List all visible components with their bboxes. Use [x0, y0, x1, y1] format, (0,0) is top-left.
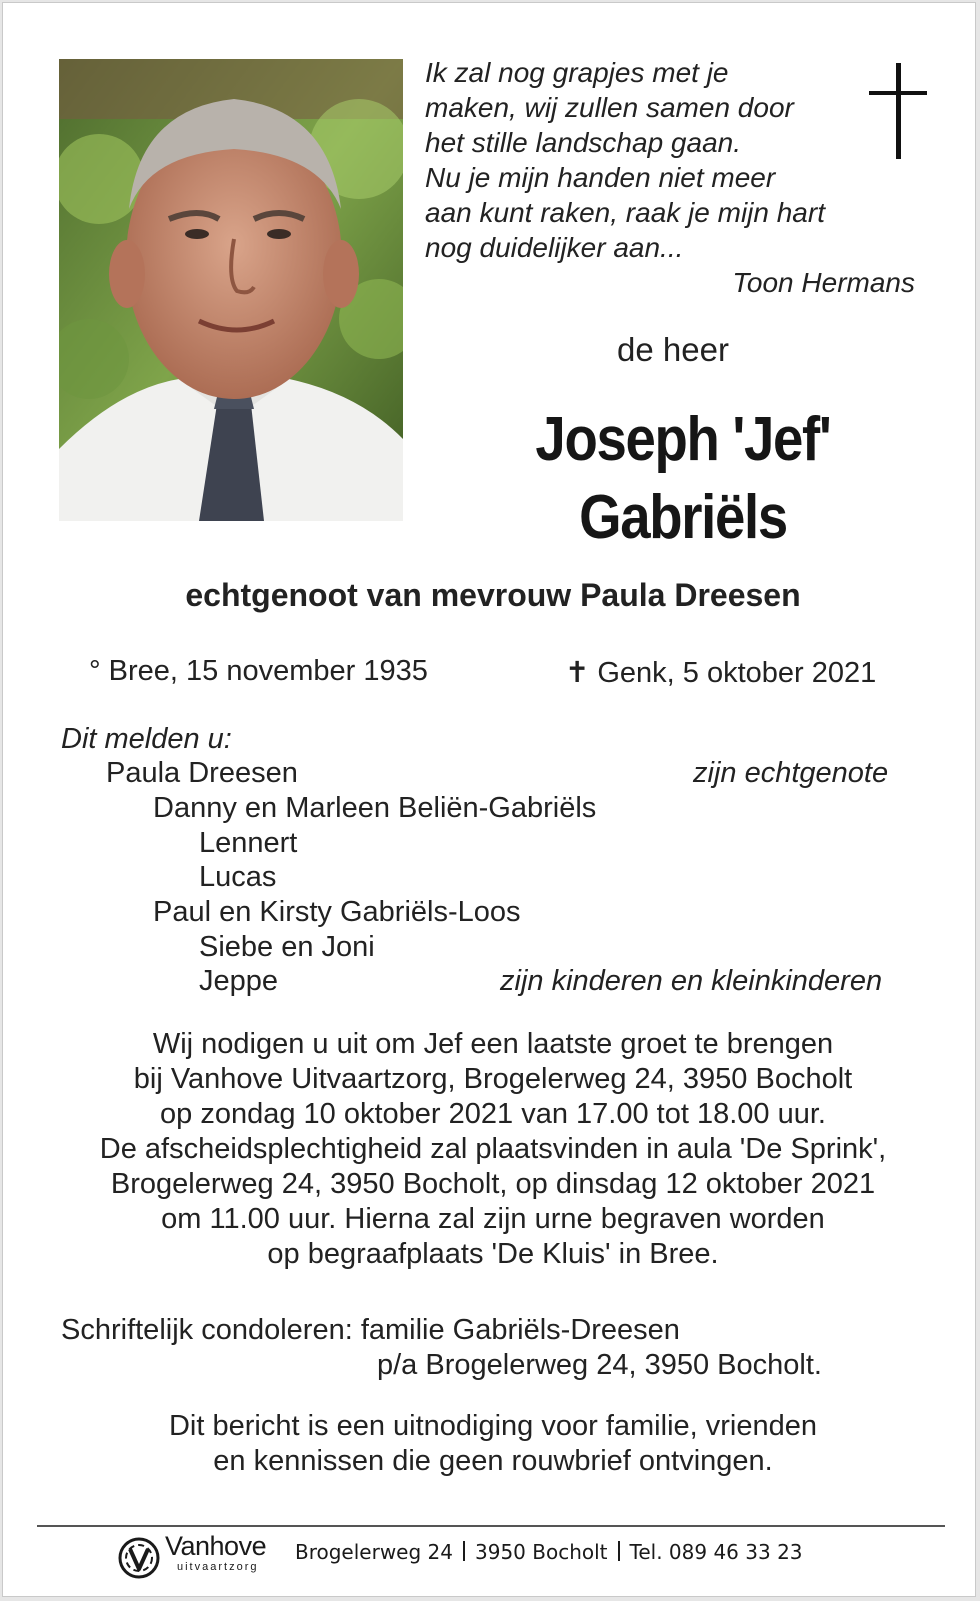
spouse-line: echtgenoot van mevrouw Paula Dreesen	[185, 577, 801, 613]
cross-icon	[869, 63, 929, 166]
poem-line: Ik zal nog grapjes met je	[425, 57, 729, 88]
death-date: ✝ Genk, 5 oktober 2021	[565, 657, 877, 689]
condolence-info	[61, 1313, 822, 1383]
mourner-name: Paul en Kirsty Gabriëls-Loos	[153, 896, 521, 928]
poem-line: aan kunt raken, raak je mijn hart	[425, 197, 825, 228]
memorial-poem	[425, 55, 925, 300]
mourner-name: Jeppe	[199, 965, 279, 997]
invitation-line: Wij nodigen u uit om Jef een laatste groet te brengen	[152, 1028, 834, 1060]
footer-city: 3950 Bocholt	[475, 1540, 608, 1564]
mourner-name: Paula Dreesen	[106, 757, 298, 789]
name-line-last: Gabriëls	[579, 483, 787, 552]
birth-date: ° Bree, 15 november 1935	[89, 655, 428, 687]
invitation-line: om 11.00 uur. Hierna zal zijn urne begraven worden	[161, 1203, 825, 1235]
portrait-photo	[59, 59, 403, 521]
footer-contact	[295, 1540, 803, 1564]
mourner-name: Siebe en Joni	[199, 931, 375, 963]
brand-name: Vanhove	[165, 1531, 267, 1561]
poem-line: maken, wij zullen samen door	[425, 92, 794, 123]
notice-text	[3, 1409, 976, 1479]
invitation-text	[3, 1027, 976, 1272]
footer-separator	[618, 1541, 620, 1561]
obituary-card	[2, 2, 976, 1597]
brand-subtitle: uitvaartzorg	[177, 1561, 259, 1573]
poem-line: het stille landschap gaan.	[425, 127, 741, 158]
invitation-line: De afscheidsplechtigheid zal plaatsvinden in aula 'De Sprink',	[99, 1133, 887, 1165]
invitation-line: op zondag 10 oktober 2021 van 17.00 tot 18.00 uur.	[160, 1098, 826, 1130]
footer-phone: Tel. 089 46 33 23	[629, 1540, 803, 1564]
name-line-first: Joseph 'Jef'	[535, 405, 831, 474]
mourner-name: Lennert	[199, 827, 298, 859]
announcement-intro: Dit melden u:	[61, 723, 232, 755]
condolence-address: p/a Brogelerweg 24, 3950 Bocholt.	[377, 1349, 822, 1381]
relation-spouse: zijn echtgenote	[693, 757, 889, 789]
notice-line: en kennissen die geen rouwbrief ontvingen.	[213, 1445, 773, 1477]
relation-children: zijn kinderen en kleinkinderen	[500, 965, 883, 997]
mourner-name: Lucas	[199, 861, 277, 893]
invitation-line: op begraafplaats 'De Kluis' in Bree.	[267, 1238, 719, 1270]
invitation-line: bij Vanhove Uitvaartzorg, Brogelerweg 24, 3950 Bocholt	[133, 1063, 853, 1095]
poem-line: Nu je mijn handen niet meer	[425, 162, 776, 193]
footer-address: Brogelerweg 24	[295, 1540, 453, 1564]
salutation: de heer	[617, 331, 729, 368]
deceased-name	[454, 401, 912, 557]
vanhove-logo-icon	[116, 1535, 162, 1586]
notice-line: Dit bericht is een uitnodiging voor familie, vrienden	[168, 1410, 817, 1442]
footer-separator	[463, 1541, 465, 1561]
mourner-name: Danny en Marleen Beliën-Gabriëls	[153, 792, 597, 824]
footer-divider	[37, 1525, 945, 1527]
invitation-line: Brogelerweg 24, 3950 Bocholt, op dinsdag 12 oktober 2021	[110, 1168, 876, 1200]
poem-line: nog duidelijker aan...	[425, 232, 684, 263]
condolence-line: Schriftelijk condoleren: familie Gabriëls-Dreesen	[61, 1314, 680, 1346]
poem-author: Toon Hermans	[732, 267, 915, 298]
